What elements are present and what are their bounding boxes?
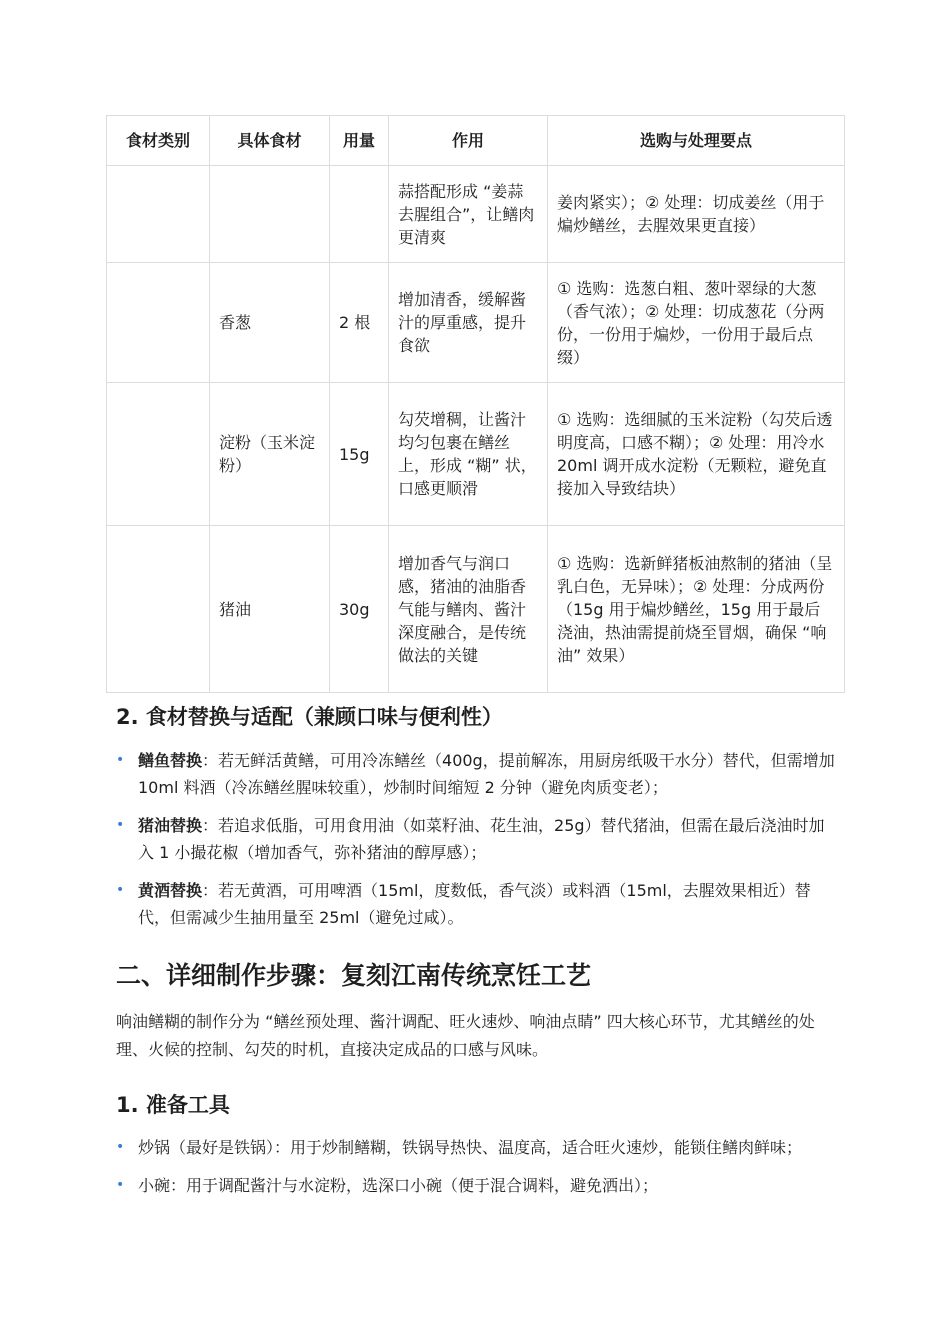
cell-item: 淀粉（玉米淀粉）	[210, 383, 330, 526]
list-item	[116, 812, 838, 866]
list-item	[116, 1172, 838, 1199]
header-role: 作用	[389, 116, 548, 166]
table-header-row	[107, 116, 845, 166]
cell-category	[107, 383, 210, 526]
bullet-icon: •	[116, 752, 125, 768]
item-keyword: 猪油替换	[138, 816, 203, 835]
item-text: ：若无黄酒，可用啤酒（15ml，度数低，香气淡）或料酒（15ml，去腥效果相近）替代，但需减少生抽用量至 25ml（避免过咸）。	[138, 881, 811, 927]
section-heading-steps: 二、详细制作步骤：复刻江南传统烹饪工艺	[116, 961, 592, 990]
table-row	[107, 263, 845, 383]
header-qty: 用量	[330, 116, 389, 166]
cell-tips: 姜肉紧实）；② 处理：切成姜丝（用于煸炒鳝丝，去腥效果更直接）	[548, 166, 845, 263]
cell-item: 猪油	[210, 526, 330, 693]
item-text: ：若无鲜活黄鳝，可用冷冻鳝丝（400g，提前解冻，用厨房纸吸干水分）替代，但需增加 10ml 料酒（冷冻鳝丝腥味较重），炒制时间缩短 2 分钟（避免肉质变老）；	[138, 751, 835, 797]
header-tips: 选购与处理要点	[548, 116, 845, 166]
bullet-icon: •	[116, 1139, 125, 1155]
cell-qty: 2 根	[330, 263, 389, 383]
cell-category	[107, 166, 210, 263]
item-keyword: 鳝鱼替换	[138, 751, 203, 770]
cell-qty	[330, 166, 389, 263]
tools-list	[116, 1134, 838, 1210]
bullet-icon: •	[116, 1177, 125, 1193]
cell-qty: 30g	[330, 526, 389, 693]
header-category: 食材类别	[107, 116, 210, 166]
section-heading-tools: 1. 准备工具	[116, 1093, 230, 1117]
replacement-list	[116, 747, 838, 942]
cell-tips: ① 选购：选细腻的玉米淀粉（勾芡后透明度高，口感不糊）；② 处理：用冷水 20ml 调开成水淀粉（无颗粒，避免直接加入导致结块）	[548, 383, 845, 526]
item-text: 小碗：用于调配酱汁与水淀粉，选深口小碗（便于混合调料，避免洒出）；	[138, 1176, 659, 1195]
section-heading-replacement: 2. 食材替换与适配（兼顾口味与便利性）	[116, 705, 503, 729]
cell-tips: ① 选购：选新鲜猪板油熬制的猪油（呈乳白色，无异味）；② 处理：分成两份（15g 用于煸炒鳝丝，15g 用于最后浇油，热油需提前烧至冒烟，确保 “响油” 效果）	[548, 526, 845, 693]
list-item	[116, 877, 838, 931]
ingredients-table	[106, 115, 845, 693]
bullet-icon: •	[116, 882, 125, 898]
item-text: 炒锅（最好是铁锅）：用于炒制鳝糊，铁锅导热快、温度高，适合旺火速炒，能锁住鳝肉鲜味；	[138, 1138, 803, 1157]
bullet-icon: •	[116, 817, 125, 833]
cell-role: 蒜搭配形成 “姜蒜去腥组合”，让鳝肉更清爽	[389, 166, 548, 263]
item-text: ：若追求低脂，可用食用油（如菜籽油、花生油，25g）替代猪油，但需在最后浇油时加入 1 小撮花椒（增加香气，弥补猪油的醇厚感）；	[138, 816, 825, 862]
cell-item	[210, 166, 330, 263]
list-item	[116, 1134, 838, 1161]
cell-role: 勾芡增稠，让酱汁均匀包裹在鳝丝上，形成 “糊” 状，口感更顺滑	[389, 383, 548, 526]
cell-tips: ① 选购：选葱白粗、葱叶翠绿的大葱（香气浓）；② 处理：切成葱花（分两份，一份用于煸炒，一份用于最后点缀）	[548, 263, 845, 383]
header-item: 具体食材	[210, 116, 330, 166]
cell-role: 增加香气与润口感，猪油的油脂香气能与鳝肉、酱汁深度融合，是传统做法的关键	[389, 526, 548, 693]
item-keyword: 黄酒替换	[138, 881, 203, 900]
table-row	[107, 526, 845, 693]
table-row	[107, 166, 845, 263]
cell-role: 增加清香，缓解酱汁的厚重感，提升食欲	[389, 263, 548, 383]
cell-category	[107, 526, 210, 693]
cell-category	[107, 263, 210, 383]
cell-item: 香葱	[210, 263, 330, 383]
steps-intro: 响油鳝糊的制作分为 “鳝丝预处理、酱汁调配、旺火速炒、响油点睛” 四大核心环节，尤其鳝丝的处理、火候的控制、勾芡的时机，直接决定成品的口感与风味。	[116, 1012, 815, 1059]
table-row	[107, 383, 845, 526]
cell-qty: 15g	[330, 383, 389, 526]
list-item	[116, 747, 838, 801]
